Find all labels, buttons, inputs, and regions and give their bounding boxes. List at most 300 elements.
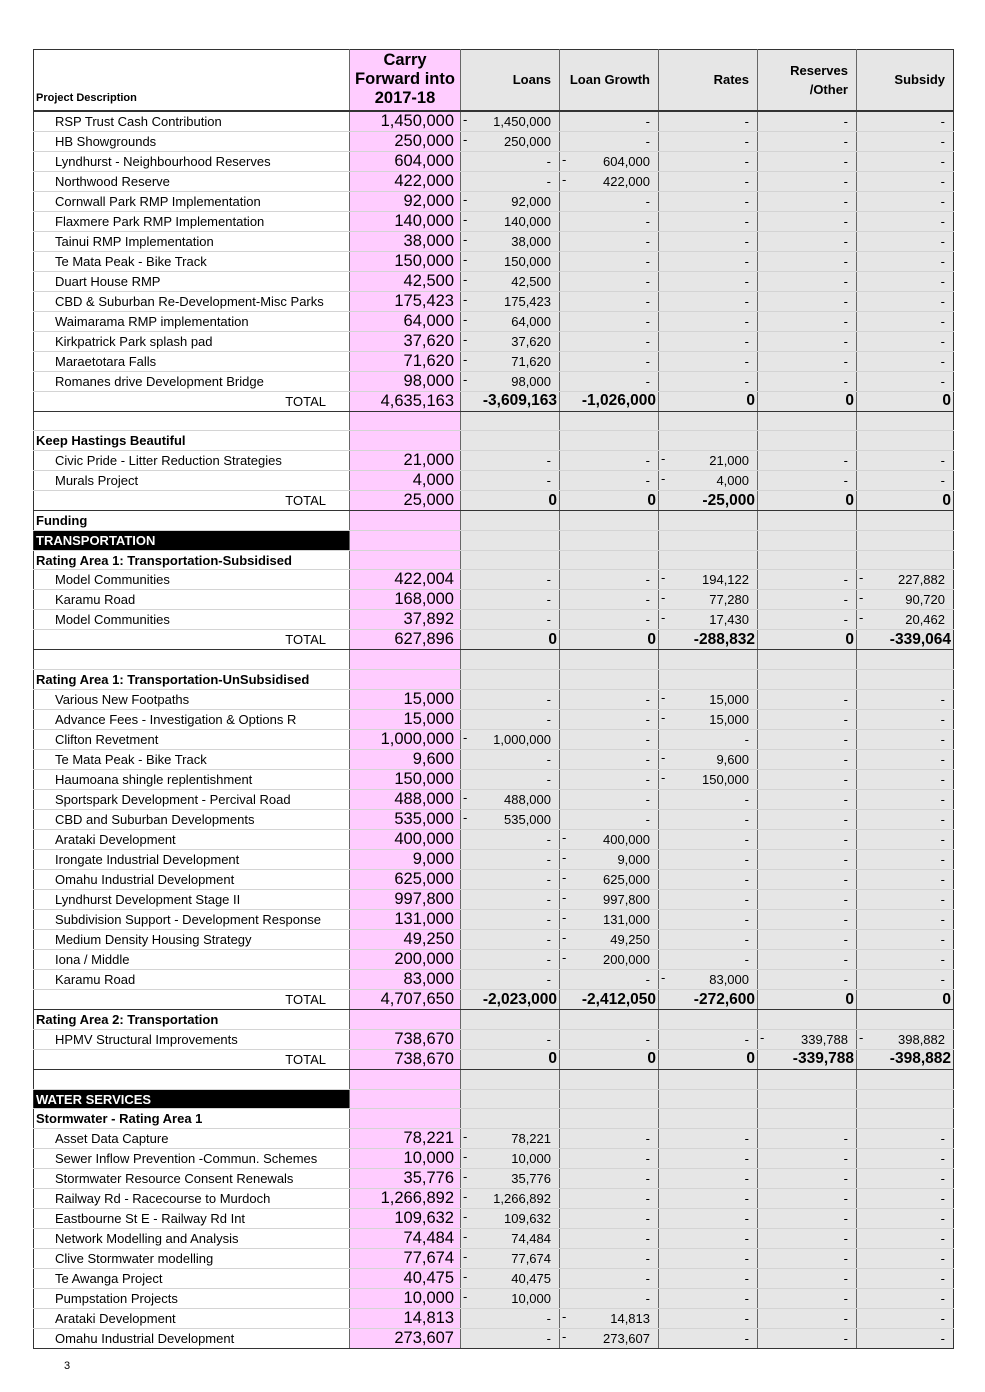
cell-amount: -: [645, 273, 650, 289]
project-description: [34, 610, 350, 630]
negative-marker: -: [661, 570, 666, 586]
subsidy-value: [857, 511, 954, 531]
blank-cell: [34, 411, 350, 431]
cell-amount: 49,250: [610, 932, 650, 948]
cell-amount: -: [940, 1231, 945, 1247]
project-description: [34, 810, 350, 830]
cell-amount: 20,462: [905, 612, 945, 628]
cell-amount: -: [744, 153, 749, 169]
subsidy-value: [857, 1249, 954, 1269]
cell-amount: 1,000,000: [493, 732, 551, 748]
category-banner: WATER SERVICES: [34, 1089, 350, 1109]
banner-row: [34, 530, 954, 550]
project-description: [34, 251, 350, 271]
rates-value: [659, 1069, 758, 1089]
negative-marker: -: [463, 191, 468, 207]
cell-amount: 227,882: [898, 572, 945, 588]
negative-marker: -: [463, 251, 468, 267]
negative-marker: -: [859, 590, 864, 606]
reserves-other-value: [758, 990, 857, 1010]
loan-growth-value: [560, 1329, 659, 1349]
cell-amount: -: [940, 253, 945, 269]
table-row: [34, 371, 954, 391]
carry-forward-value: 15,000: [350, 710, 461, 730]
reserves-other-value: [758, 650, 857, 670]
loans-value: [461, 970, 560, 990]
table-header: [34, 50, 954, 111]
project-description-text: Stormwater Resource Consent Renewals: [55, 1171, 294, 1187]
loan-growth-value: [560, 1109, 659, 1129]
cell-amount: -: [843, 972, 848, 988]
section-heading: Funding: [34, 511, 350, 531]
cell-amount: 37,620: [511, 333, 551, 349]
carry-forward-value: 488,000: [350, 790, 461, 810]
section-heading: Rating Area 2: Transportation: [34, 1010, 350, 1030]
cell-amount: 64,000: [511, 313, 551, 329]
carry-forward-value: 535,000: [350, 810, 461, 830]
loans-value: [461, 231, 560, 251]
reserves-other-value: [758, 1109, 857, 1129]
loans-value: [461, 1249, 560, 1269]
carry-forward-value: 9,000: [350, 850, 461, 870]
table-row: [34, 610, 954, 630]
project-description-text: Iona / Middle: [55, 952, 130, 968]
cell-amount: -: [843, 113, 848, 129]
cell-amount: 38,000: [511, 233, 551, 249]
loan-growth-value: [560, 770, 659, 790]
project-description-text: Murals Project: [55, 473, 139, 489]
banner-row: [34, 1089, 954, 1109]
negative-marker: -: [463, 1269, 468, 1285]
carry-forward-value: 38,000: [350, 231, 461, 251]
cell-amount: 997,800: [603, 892, 650, 908]
cell-amount: -: [940, 1291, 945, 1307]
subsidy-value: [857, 570, 954, 590]
loan-growth-value: [560, 171, 659, 191]
rates-value: [659, 131, 758, 151]
project-description: [34, 291, 350, 311]
cell-amount: -: [940, 792, 945, 808]
cell-amount: 0: [845, 392, 854, 409]
cell-amount: -: [940, 712, 945, 728]
carry-forward-value: 140,000: [350, 211, 461, 231]
cell-amount: -: [546, 972, 551, 988]
subsidy-value: [857, 111, 954, 132]
negative-marker: -: [562, 910, 567, 926]
cell-amount: -: [843, 732, 848, 748]
cell-amount: 140,000: [504, 213, 551, 229]
project-description: [34, 570, 350, 590]
subsidy-value: [857, 870, 954, 890]
carry-forward-value: 422,000: [350, 171, 461, 191]
loans-value: [461, 411, 560, 431]
cell-amount: -: [940, 732, 945, 748]
page-number: 3: [64, 1360, 71, 1372]
reserves-other-value: [758, 1189, 857, 1209]
loan-growth-value: [560, 111, 659, 132]
cell-amount: -: [645, 772, 650, 788]
rates-value: [659, 710, 758, 730]
negative-marker: -: [661, 451, 666, 467]
negative-marker: -: [463, 1209, 468, 1225]
rates-value: [659, 750, 758, 770]
project-description: [34, 231, 350, 251]
negative-marker: -: [859, 570, 864, 586]
cell-amount: -: [843, 313, 848, 329]
carry-forward-value: 131,000: [350, 910, 461, 930]
cell-amount: -: [843, 1191, 848, 1207]
project-description-text: Te Mata Peak - Bike Track: [55, 253, 207, 269]
reserves-other-value: [758, 670, 857, 690]
cell-amount: -: [645, 712, 650, 728]
subsidy-value: [857, 650, 954, 670]
cell-amount: 10,000: [511, 1291, 551, 1307]
carry-forward-value: [350, 1069, 461, 1089]
cell-amount: -: [940, 213, 945, 229]
table-row: [34, 790, 954, 810]
rates-value: [659, 271, 758, 291]
cell-amount: -: [645, 453, 650, 469]
cell-amount: -: [843, 1251, 848, 1267]
project-description: [34, 331, 350, 351]
reserves-other-value: [758, 491, 857, 511]
cell-amount: 339,788: [801, 1031, 848, 1047]
table-row: [34, 570, 954, 590]
loan-growth-value: [560, 750, 659, 770]
rates-value: [659, 1289, 758, 1309]
project-description-text: Clifton Revetment: [55, 732, 159, 748]
table-row: [34, 950, 954, 970]
negative-marker: -: [562, 1329, 567, 1345]
loans-value: [461, 1329, 560, 1349]
subsidy-value: [857, 1129, 954, 1149]
section-row: [34, 1010, 954, 1030]
rates-value: [659, 211, 758, 231]
loans-value: [461, 1209, 560, 1229]
loans-value: [461, 770, 560, 790]
cell-amount: -: [546, 932, 551, 948]
table-row: [34, 351, 954, 371]
carry-forward-value: [350, 1089, 461, 1109]
negative-marker: -: [562, 850, 567, 866]
section-row: [34, 1109, 954, 1129]
project-description: [34, 1189, 350, 1209]
cell-amount: -: [744, 273, 749, 289]
reserves-other-value: [758, 311, 857, 331]
carry-forward-value: 9,600: [350, 750, 461, 770]
cell-amount: -: [744, 1311, 749, 1327]
total-label: TOTAL: [34, 391, 350, 411]
reserves-other-value: [758, 1169, 857, 1189]
project-description-text: Civic Pride - Litter Reduction Strategies: [55, 453, 282, 469]
rates-value: [659, 471, 758, 491]
cell-amount: 398,882: [898, 1031, 945, 1047]
cell-amount: -: [744, 293, 749, 309]
project-description: [34, 830, 350, 850]
negative-marker: -: [463, 1149, 468, 1165]
negative-marker: -: [562, 830, 567, 846]
loan-growth-value: [560, 810, 659, 830]
rates-value: [659, 1129, 758, 1149]
loan-growth-value: [560, 431, 659, 451]
loan-growth-value: [560, 131, 659, 151]
carry-forward-value: 4,635,163: [350, 391, 461, 411]
project-description: [34, 471, 350, 491]
carry-forward-value: [350, 670, 461, 690]
reserves-other-value: [758, 690, 857, 710]
carry-forward-value: 422,004: [350, 570, 461, 590]
cell-amount: 150,000: [702, 772, 749, 788]
subsidy-value: [857, 351, 954, 371]
subsidy-value: [857, 530, 954, 550]
table-row: [34, 111, 954, 132]
reserves-other-value: [758, 331, 857, 351]
section-row: [34, 511, 954, 531]
cell-amount: -: [744, 133, 749, 149]
project-description: [34, 710, 350, 730]
reserves-other-value: [758, 1089, 857, 1109]
loans-value: [461, 211, 560, 231]
reserves-other-value: [758, 151, 857, 171]
blank-cell: [34, 1069, 350, 1089]
project-description-text: Karamu Road: [55, 972, 136, 988]
cell-amount: 1,450,000: [493, 113, 551, 129]
cell-amount: -: [744, 732, 749, 748]
loans-value: [461, 650, 560, 670]
loan-growth-value: [560, 630, 659, 650]
project-description-text: Te Awanga Project: [55, 1271, 163, 1287]
cell-amount: -: [940, 353, 945, 369]
carry-forward-value: [350, 550, 461, 570]
cell-amount: -: [843, 193, 848, 209]
cell-amount: -: [843, 333, 848, 349]
reserves-other-value: [758, 211, 857, 231]
loans-value: [461, 730, 560, 750]
project-description: [34, 1289, 350, 1309]
cell-amount: -: [645, 752, 650, 768]
loan-growth-value: [560, 550, 659, 570]
loan-growth-value: [560, 790, 659, 810]
blank-row: [34, 650, 954, 670]
cell-amount: -: [843, 253, 848, 269]
loan-growth-value: [560, 191, 659, 211]
project-description: [34, 191, 350, 211]
negative-marker: -: [859, 1029, 864, 1045]
cell-amount: -: [744, 213, 749, 229]
table-row: [34, 1249, 954, 1269]
subsidy-value: [857, 1309, 954, 1329]
carry-forward-value: 604,000: [350, 151, 461, 171]
loans-value: [461, 670, 560, 690]
cell-amount: -: [645, 353, 650, 369]
negative-marker: -: [463, 810, 468, 826]
cell-amount: 0: [845, 990, 854, 1008]
loan-growth-value: [560, 970, 659, 990]
cell-amount: -: [940, 752, 945, 768]
subsidy-value: [857, 1149, 954, 1169]
header-loans: Loans: [461, 50, 560, 111]
negative-marker: -: [463, 211, 468, 227]
cell-amount: 131,000: [603, 912, 650, 928]
cell-amount: -: [940, 453, 945, 469]
loans-value: [461, 570, 560, 590]
subsidy-value: [857, 910, 954, 930]
loans-value: [461, 1269, 560, 1289]
cell-amount: -: [744, 1231, 749, 1247]
negative-marker: -: [562, 1309, 567, 1325]
subsidy-value: [857, 211, 954, 231]
subsidy-value: [857, 1169, 954, 1189]
negative-marker: -: [463, 131, 468, 147]
cell-amount: -: [744, 1251, 749, 1267]
reserves-other-value: [758, 1229, 857, 1249]
cell-amount: 92,000: [511, 193, 551, 209]
cell-amount: 9,600: [716, 752, 749, 768]
cell-amount: -: [744, 1151, 749, 1167]
cell-amount: -: [940, 1311, 945, 1327]
loan-growth-value: [560, 1269, 659, 1289]
loan-growth-value: [560, 1089, 659, 1109]
carry-forward-value: [350, 1109, 461, 1129]
rates-value: [659, 451, 758, 471]
cell-amount: -: [546, 852, 551, 868]
rates-value: [659, 610, 758, 630]
cell-amount: -: [744, 1291, 749, 1307]
section-heading: Stormwater - Rating Area 1: [34, 1109, 350, 1129]
carry-forward-value: 14,813: [350, 1309, 461, 1329]
project-description: [34, 151, 350, 171]
reserves-other-value: [758, 411, 857, 431]
loan-growth-value: [560, 1069, 659, 1089]
cell-amount: -: [744, 852, 749, 868]
reserves-other-value: [758, 590, 857, 610]
project-description-text: Cornwall Park RMP Implementation: [55, 193, 261, 209]
rates-value: [659, 111, 758, 132]
negative-marker: -: [463, 271, 468, 287]
cell-amount: 71,620: [511, 353, 551, 369]
loans-value: [461, 331, 560, 351]
rates-value: [659, 1329, 758, 1349]
cell-amount: -: [546, 712, 551, 728]
carry-forward-value: 168,000: [350, 590, 461, 610]
carry-forward-value: 1,000,000: [350, 730, 461, 750]
rates-value: [659, 1109, 758, 1129]
table-row: [34, 131, 954, 151]
loan-growth-value: [560, 1289, 659, 1309]
reserves-other-value: [758, 630, 857, 650]
cell-amount: -339,788: [792, 1050, 854, 1068]
reserves-other-value: [758, 930, 857, 950]
carry-forward-value: 92,000: [350, 191, 461, 211]
subsidy-value: [857, 251, 954, 271]
carry-forward-value: 71,620: [350, 351, 461, 371]
subsidy-value: [857, 391, 954, 411]
cell-amount: -288,832: [693, 630, 755, 648]
cell-amount: -: [843, 792, 848, 808]
cell-amount: -: [940, 1191, 945, 1207]
table-row: [34, 810, 954, 830]
carry-forward-value: [350, 511, 461, 531]
cell-amount: -: [546, 952, 551, 968]
loans-value: [461, 750, 560, 770]
cell-amount: -: [940, 113, 945, 129]
table-row: [34, 890, 954, 910]
cell-amount: -: [940, 932, 945, 948]
loans-value: [461, 1069, 560, 1089]
loans-value: [461, 610, 560, 630]
cell-amount: 0: [746, 392, 755, 409]
negative-marker: -: [463, 291, 468, 307]
cell-amount: -: [744, 1031, 749, 1047]
cell-amount: -: [843, 572, 848, 588]
project-description: [34, 750, 350, 770]
carry-forward-value: [350, 530, 461, 550]
cell-amount: -: [940, 313, 945, 329]
rates-value: [659, 550, 758, 570]
cell-amount: 74,484: [511, 1231, 551, 1247]
cell-amount: -: [843, 892, 848, 908]
loans-value: [461, 471, 560, 491]
loan-growth-value: [560, 570, 659, 590]
project-description-text: Flaxmere Park RMP Implementation: [55, 213, 265, 229]
reserves-other-value: [758, 1309, 857, 1329]
loan-growth-value: [560, 690, 659, 710]
carry-forward-value: 400,000: [350, 830, 461, 850]
header-rates: Rates: [659, 50, 758, 111]
cell-amount: -: [645, 1211, 650, 1227]
cell-amount: -: [645, 1191, 650, 1207]
subsidy-value: [857, 471, 954, 491]
subsidy-value: [857, 850, 954, 870]
reserves-other-value: [758, 1289, 857, 1309]
loan-growth-value: [560, 1129, 659, 1149]
cell-amount: -: [843, 852, 848, 868]
cell-amount: -: [546, 1311, 551, 1327]
project-description-text: Railway Rd - Racecourse to Murdoch: [55, 1191, 271, 1207]
project-description-text: Sewer Inflow Prevention -Commun. Schemes: [55, 1151, 318, 1167]
carry-forward-value: 150,000: [350, 251, 461, 271]
cell-amount: -: [744, 812, 749, 828]
subsidy-value: [857, 1229, 954, 1249]
loans-value: [461, 1169, 560, 1189]
loans-value: [461, 1129, 560, 1149]
subsidy-value: [857, 790, 954, 810]
rates-value: [659, 1209, 758, 1229]
loan-growth-value: [560, 491, 659, 511]
subsidy-value: [857, 930, 954, 950]
loans-value: [461, 451, 560, 471]
cell-amount: -: [940, 133, 945, 149]
cell-amount: -: [645, 572, 650, 588]
table-row: [34, 830, 954, 850]
cell-amount: -: [744, 872, 749, 888]
cell-amount: -: [843, 932, 848, 948]
loans-value: [461, 1309, 560, 1329]
reserves-other-value: [758, 750, 857, 770]
project-description-text: RSP Trust Cash Contribution: [55, 113, 222, 129]
loan-growth-value: [560, 710, 659, 730]
subsidy-value: [857, 451, 954, 471]
rates-value: [659, 1049, 758, 1069]
loans-value: [461, 251, 560, 271]
cell-amount: -: [843, 293, 848, 309]
reserves-other-value: [758, 810, 857, 830]
loans-value: [461, 710, 560, 730]
capital-carry-forward-table: [33, 49, 954, 1349]
reserves-other-value: [758, 111, 857, 132]
table-row: [34, 1169, 954, 1189]
carry-forward-value: 49,250: [350, 930, 461, 950]
